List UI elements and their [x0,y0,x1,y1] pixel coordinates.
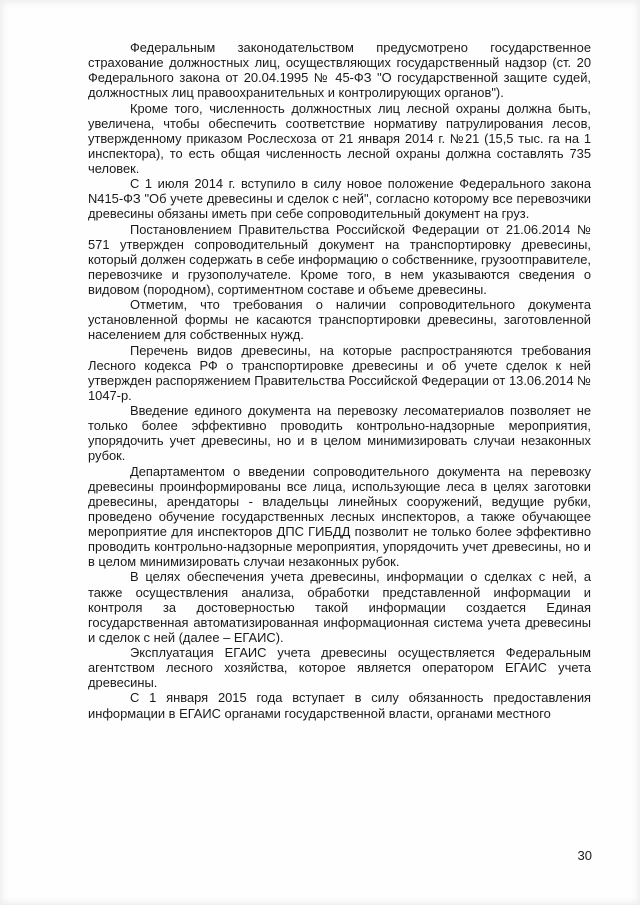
paragraph: Эксплуатация ЕГАИС учета древесины осуществляется Федеральным агентством лесного хозяйства, которое является оператором ЕГАИС учета древесины. [88,645,591,691]
paragraph: Перечень видов древесины, на которые распространяются требования Лесного кодекса РФ о транспортировке древесины и об учете сделок к ней утвержден распоряжением Правительства Российской Федерации от 13.06.2014 № 1047-р. [88,342,591,403]
paragraph: С 1 января 2015 года вступает в силу обязанность предоставления информации в ЕГАИС органами государственной власти, органами местного [88,690,591,721]
paragraph: Постановлением Правительства Российской Федерации от 21.06.2014 № 571 утвержден сопроводительный документ на транспортировку древесины, который должен содержать в себе информацию о собственнике, грузоотправителе, перевозчике и грузополучателе. Кроме того, в нем указываются сведения о видовом (породном), сортиментном составе и объеме древесины. [88,221,591,297]
paragraph: С 1 июля 2014 г. вступило в силу новое положение Федерального закона N415-ФЗ "Об учете древесины и сделок с ней", согласно которому все перевозчики древесины обязаны иметь при себе сопроводительный документ на груз. [88,176,591,222]
paragraph: Введение единого документа на перевозку лесоматериалов позволяет не только более эффективно проводить контрольно-надзорные мероприятия, упорядочить учет древесины, но и в целом минимизировать случаи незаконных рубок. [88,403,591,464]
paragraph: Отметим, что требования о наличии сопроводительного документа установленной формы не касаются транспортировки древесины, заготовленной населением для собственных нужд. [88,297,591,343]
document-body [88,40,591,721]
paragraph: В целях обеспечения учета древесины, информации о сделках с ней, а также осуществления анализа, обработки представленной информации и контроля за достоверностью такой информации создается Единая государственная автоматизированная информационная система учета древесины и сделок с ней (далее – ЕГАИС). [88,569,591,645]
paragraph: Департаментом о введении сопроводительного документа на перевозку древесины проинформированы все лица, использующие леса в целях заготовки древесины, арендаторы - владельцы линейных сооружений, ведущие рубки, проведено обучение государственных лесных инспекторов, а также обучающее мероприятие для инспекторов ДПС ГИБДД позволит не только более эффективно проводить контрольно-надзорные мероприятия, упорядочить учет древесины, но и в целом минимизировать случаи незаконных рубок. [88,463,591,570]
paragraph: Кроме того, численность должностных лиц лесной охраны должна быть, увеличена, чтобы обеспечить соответствие нормативу патрулирования лесов, утвержденному приказом Рослесхоза от 21 января 2014 г. №21 (15,5 тыс. га на 1 инспектора), то есть общая численность лесной охраны должна составлять 735 человек. [88,100,591,176]
page-number: 30 [577,848,592,863]
paragraph: Федеральным законодательством предусмотрено государственное страхование должностных лиц, осуществляющих государственный надзор (ст. 20 Федерального закона от 20.04.1995 № 45-ФЗ "О государственной защите судей, должностных лиц правоохранительных и контролирующих органов"). [88,40,591,101]
